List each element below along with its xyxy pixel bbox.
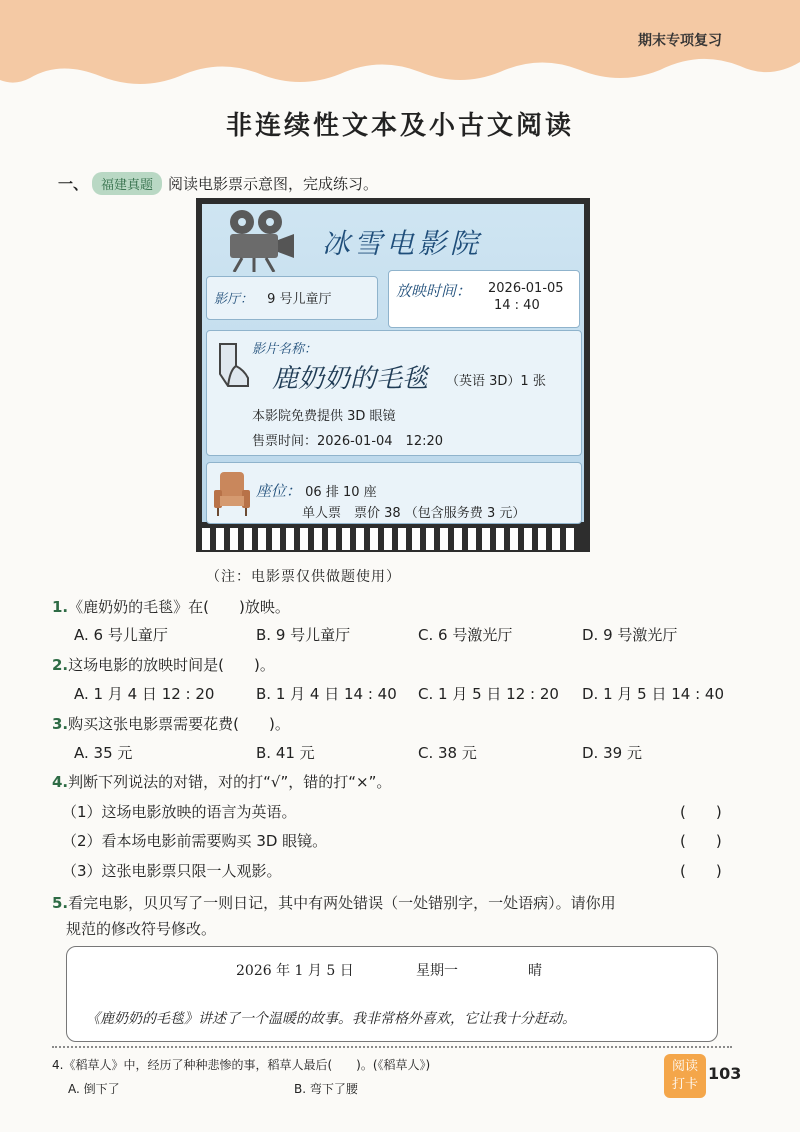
question-1: 1.《鹿奶奶的毛毯》在( )放映。 [52, 598, 290, 616]
armchair-icon [212, 470, 252, 516]
q3-option-c: C. 38 元 [418, 744, 477, 762]
film-title: 鹿奶奶的毛毯 [272, 364, 429, 394]
reading-checkin-button[interactable] [664, 1054, 706, 1098]
film-projector-icon [222, 208, 298, 272]
showtime-label: 放映时间： [396, 282, 472, 300]
q2-option-b: B. 1 月 4 日 14 : 40 [256, 685, 397, 703]
seat-value: 06 排 10 座 [305, 485, 377, 500]
seat-label: 座位： [256, 482, 302, 500]
q1-option-c: C. 6 号激光厅 [418, 626, 513, 644]
film-label: 影片名称： [252, 342, 318, 357]
hall-value: 9 号儿童厅 [267, 292, 332, 307]
q1-option-d: D. 9 号激光厅 [582, 626, 678, 644]
q3-option-b: B. 41 元 [256, 744, 315, 762]
question-2: 2.这场电影的放映时间是( )。 [52, 656, 275, 674]
showtime-date: 2026-01-05 [488, 281, 564, 296]
film-extra: （英语 3D）1 张 [446, 374, 546, 389]
source-badge: 福建真题 [92, 172, 162, 195]
section-instruction: 阅读电影票示意图，完成练习。 [168, 175, 379, 193]
q2-option-c: C. 1 月 5 日 12 : 20 [418, 685, 559, 703]
diary-date: 2026 年 1 月 5 日 [236, 963, 354, 979]
footer-option-b: B. 弯下了腰 [294, 1082, 358, 1096]
ticket-barcode [202, 528, 584, 550]
blanket-icon [214, 340, 254, 390]
page-number: 103 [708, 1064, 742, 1083]
sale-time: 售票时间：2026-01-04 12:20 [252, 434, 444, 449]
q2-option-a: A. 1 月 4 日 12 : 20 [74, 685, 215, 703]
showtime-clock: 14 : 40 [494, 298, 540, 313]
footer-option-a: A. 倒下了 [68, 1082, 120, 1096]
question-5: 5.看完电影，贝贝写了一则日记，其中有两处错误（一处错别字，一处语病）。请你用 [52, 894, 616, 912]
diary-weekday: 星期一 [416, 963, 458, 979]
q3-option-d: D. 39 元 [582, 744, 642, 762]
question-3: 3.购买这张电影票需要花费( )。 [52, 715, 290, 733]
q1-option-a: A. 6 号儿童厅 [74, 626, 168, 644]
hall-row [214, 288, 332, 307]
page-title: 非连续性文本及小古文阅读 [225, 111, 574, 141]
question-4: 4.判断下列说法的对错，对的打“√”，错的打“×”。 [52, 773, 392, 791]
q4-answer-1[interactable]: ( ) [680, 803, 722, 821]
q1-option-b: B. 9 号儿童厅 [256, 626, 351, 644]
q4-item-2: （2）看本场电影前需要购买 3D 眼镜。 [62, 832, 328, 850]
cinema-name: 冰雪电影院 [322, 227, 483, 260]
checkin-line2: 打卡 [671, 1077, 698, 1092]
q4-item-3: （3）这张电影票只限一人观影。 [62, 862, 282, 880]
footer-question: 4.《稻草人》中，经历了种种悲惨的事，稻草人最后( )。(《稻草人》) [52, 1058, 431, 1072]
price-line: 单人票 票价 38 （包含服务费 3 元） [302, 506, 526, 521]
q4-item-1: （1）这场电影放映的语言为英语。 [62, 803, 297, 821]
glasses-note: 本影院免费提供 3D 眼镜 [252, 409, 396, 424]
checkin-line1: 阅读 [671, 1059, 698, 1074]
section-tag: 期末专项复习 [638, 33, 722, 49]
section-number: 一、 [58, 175, 89, 193]
seat-row [256, 480, 377, 501]
q2-option-d: D. 1 月 5 日 14 : 40 [582, 685, 725, 703]
q3-option-a: A. 35 元 [74, 744, 133, 762]
q4-answer-2[interactable]: ( ) [680, 832, 722, 850]
ticket-note: （注：电影票仅供做题使用） [206, 569, 401, 585]
diary-weather: 晴 [528, 963, 542, 979]
section-heading [58, 172, 378, 195]
diary-text[interactable]: 《鹿奶奶的毛毯》讲述了一个温暖的故事。我非常格外喜欢，它让我十分赶动。 [86, 1011, 576, 1027]
question-5-line2: 规范的修改符号修改。 [66, 920, 217, 938]
hall-label: 影厅： [214, 292, 254, 307]
q4-answer-3[interactable]: ( ) [680, 862, 722, 880]
footer-divider [52, 1046, 732, 1048]
